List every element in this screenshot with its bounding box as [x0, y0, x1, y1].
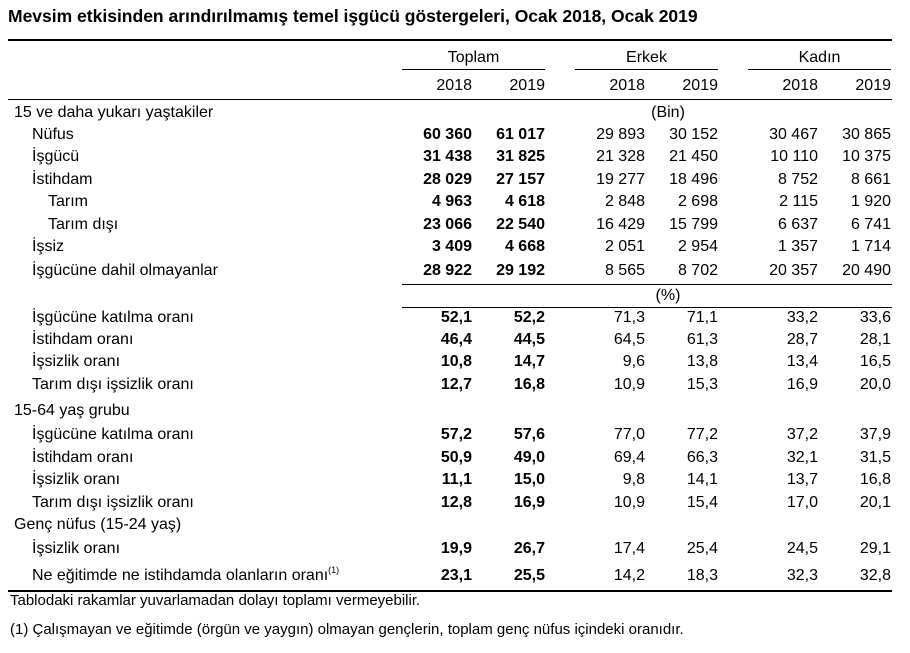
value-cell: 61,3: [686, 331, 718, 348]
row-label: İşsizlik oranı: [32, 540, 121, 557]
year-header: 2019: [855, 77, 891, 94]
value-cell: 12,8: [440, 494, 472, 511]
row-label: İşsizlik oranı: [32, 471, 121, 488]
value-cell: 28,7: [786, 331, 818, 348]
row-label: Ne eğitimde ne istihdamda olanların oranı$^{(1)}$: [32, 565, 340, 584]
section-label: Genç nüfus (15-24 yaş): [14, 516, 182, 533]
group-header: Erkek: [626, 49, 667, 66]
value-cell: 61 017: [496, 126, 545, 143]
value-cell: 2 954: [677, 238, 718, 255]
value-cell: 15,4: [686, 494, 718, 511]
note: (1) Çalışmayan ve eğitimde (örgün ve yaygın) olmayan gençlerin, toplam genç nüfus içindeki oranıdır.: [10, 621, 684, 638]
value-cell: 1 920: [850, 193, 891, 210]
row-label: Nüfus: [32, 126, 74, 143]
value-cell: 8 661: [850, 171, 891, 188]
value-cell: 32,1: [786, 449, 818, 466]
value-cell: 23,1: [440, 567, 472, 584]
value-cell: 66,3: [686, 449, 718, 466]
value-cell: 10 375: [842, 148, 891, 165]
value-cell: 13,8: [686, 353, 718, 370]
value-cell: 29,1: [859, 540, 891, 557]
value-cell: 32,8: [859, 567, 891, 584]
unit-rule: [402, 284, 892, 285]
value-cell: 33,6: [859, 309, 891, 326]
row-label: İstihdam oranı: [32, 449, 134, 466]
value-cell: 1 357: [777, 238, 818, 255]
row-label: Tarım dışı işsizlik oranı: [32, 376, 194, 393]
value-cell: 32,3: [786, 567, 818, 584]
value-cell: 37,9: [859, 426, 891, 443]
value-cell: 50,9: [440, 449, 472, 466]
year-header: 2018: [609, 77, 645, 94]
value-cell: 10,9: [613, 494, 645, 511]
top-rule: [8, 39, 892, 41]
value-cell: 52,1: [440, 309, 472, 326]
value-cell: 20 357: [769, 262, 818, 279]
value-cell: 10 110: [770, 148, 818, 165]
value-cell: 57,6: [513, 426, 545, 443]
section-label: 15 ve daha yukarı yaştakiler: [14, 104, 214, 121]
year-header: 2018: [782, 77, 818, 94]
section-label: 15-64 yaş grubu: [14, 402, 130, 419]
value-cell: 11,1: [441, 471, 472, 488]
value-cell: 3 409: [431, 238, 472, 255]
value-cell: 18 496: [669, 171, 718, 188]
value-cell: 6 741: [850, 216, 891, 233]
value-cell: 21 450: [669, 148, 718, 165]
value-cell: 20 490: [842, 262, 891, 279]
value-cell: 9,8: [622, 471, 645, 488]
value-cell: 46,4: [440, 331, 472, 348]
value-cell: 8 565: [604, 262, 645, 279]
value-cell: 29 893: [596, 126, 645, 143]
table-title: Mevsim etkisinden arındırılmamış temel işgücü göstergeleri, Ocak 2018, Ocak 2019: [8, 6, 698, 26]
value-cell: 2 698: [677, 193, 718, 210]
value-cell: 31,5: [859, 449, 891, 466]
value-cell: 28,1: [859, 331, 891, 348]
group-header: Toplam: [447, 49, 500, 66]
row-label: Tarım: [48, 193, 88, 210]
group-underline: [402, 69, 545, 70]
row-label: İstihdam oranı: [32, 331, 134, 348]
value-cell: 14,2: [613, 567, 645, 584]
footnote-marker: (1): [328, 565, 340, 575]
value-cell: 13,7: [786, 471, 818, 488]
value-cell: 4 618: [504, 193, 545, 210]
value-cell: 29 192: [496, 262, 545, 279]
row-label: İstihdam: [32, 171, 93, 188]
row-label: İşgücüne dahil olmayanlar: [32, 262, 218, 279]
value-cell: 13,4: [786, 353, 818, 370]
row-label: İşgücüne katılma oranı: [32, 426, 194, 443]
value-cell: 52,2: [513, 309, 545, 326]
value-cell: 12,7: [440, 376, 472, 393]
value-cell: 16 429: [596, 216, 645, 233]
value-cell: 77,2: [686, 426, 718, 443]
value-cell: 30 152: [669, 126, 718, 143]
value-cell: 57,2: [440, 426, 472, 443]
value-cell: 6 637: [777, 216, 818, 233]
value-cell: 26,7: [513, 540, 545, 557]
value-cell: 2 848: [604, 193, 645, 210]
value-cell: 19,9: [440, 540, 472, 557]
row-label: İşsizlik oranı: [32, 353, 121, 370]
value-cell: 64,5: [613, 331, 645, 348]
year-header: 2018: [436, 77, 472, 94]
value-cell: 17,4: [613, 540, 645, 557]
year-header: 2019: [682, 77, 718, 94]
value-cell: 25,5: [513, 567, 545, 584]
value-cell: 30 865: [842, 126, 891, 143]
group-underline: [748, 69, 891, 70]
value-cell: 14,7: [513, 353, 545, 370]
row-label: İşgücü: [32, 148, 80, 165]
unit-rule: [402, 307, 892, 308]
value-cell: 9,6: [622, 353, 645, 370]
value-cell: 16,9: [513, 494, 545, 511]
value-cell: 77,0: [613, 426, 645, 443]
value-cell: 16,5: [859, 353, 891, 370]
value-cell: 10,9: [613, 376, 645, 393]
group-header: Kadın: [798, 49, 841, 66]
value-cell: 16,8: [859, 471, 891, 488]
value-cell: 16,8: [513, 376, 545, 393]
value-cell: 31 825: [496, 148, 545, 165]
value-cell: 20,0: [859, 376, 891, 393]
value-cell: 4 668: [504, 238, 545, 255]
value-cell: 25,4: [686, 540, 718, 557]
value-cell: 30 467: [769, 126, 818, 143]
value-cell: 28 029: [423, 171, 472, 188]
value-cell: 14,1: [686, 471, 718, 488]
value-cell: 10,8: [440, 353, 472, 370]
value-cell: 16,9: [786, 376, 818, 393]
row-label: İşgücüne katılma oranı: [32, 309, 194, 326]
row-label: İşsiz: [32, 238, 64, 255]
value-cell: 15,3: [686, 376, 718, 393]
value-cell: 15 799: [669, 216, 718, 233]
value-cell: 44,5: [513, 331, 545, 348]
value-cell: 2 051: [604, 238, 645, 255]
value-cell: 17,0: [786, 494, 818, 511]
value-cell: 4 963: [431, 193, 472, 210]
value-cell: 21 328: [596, 148, 645, 165]
value-cell: 15,0: [513, 471, 545, 488]
row-label: Tarım dışı: [48, 216, 119, 233]
value-cell: 19 277: [596, 171, 645, 188]
value-cell: 71,3: [613, 309, 645, 326]
value-cell: 22 540: [496, 216, 545, 233]
value-cell: 8 752: [777, 171, 818, 188]
value-cell: 37,2: [786, 426, 818, 443]
value-cell: 49,0: [513, 449, 545, 466]
unit-label: (Bin): [651, 104, 685, 121]
value-cell: 2 115: [779, 193, 818, 210]
value-cell: 31 438: [423, 148, 472, 165]
group-underline: [575, 69, 718, 70]
header-rule: [8, 99, 892, 100]
value-cell: 20,1: [859, 494, 891, 511]
value-cell: 60 360: [423, 126, 472, 143]
row-label: Tarım dışı işsizlik oranı: [32, 494, 194, 511]
value-cell: 18,3: [686, 567, 718, 584]
value-cell: 8 702: [677, 262, 718, 279]
value-cell: 28 922: [423, 262, 472, 279]
value-cell: 69,4: [613, 449, 645, 466]
note: Tablodaki rakamlar yuvarlamadan dolayı toplamı vermeyebilir.: [10, 592, 421, 609]
value-cell: 33,2: [786, 309, 818, 326]
value-cell: 23 066: [423, 216, 472, 233]
value-cell: 71,1: [686, 309, 718, 326]
unit-label: (%): [655, 287, 681, 304]
value-cell: 1 714: [850, 238, 891, 255]
year-header: 2019: [509, 77, 545, 94]
value-cell: 24,5: [786, 540, 818, 557]
value-cell: 27 157: [496, 171, 545, 188]
